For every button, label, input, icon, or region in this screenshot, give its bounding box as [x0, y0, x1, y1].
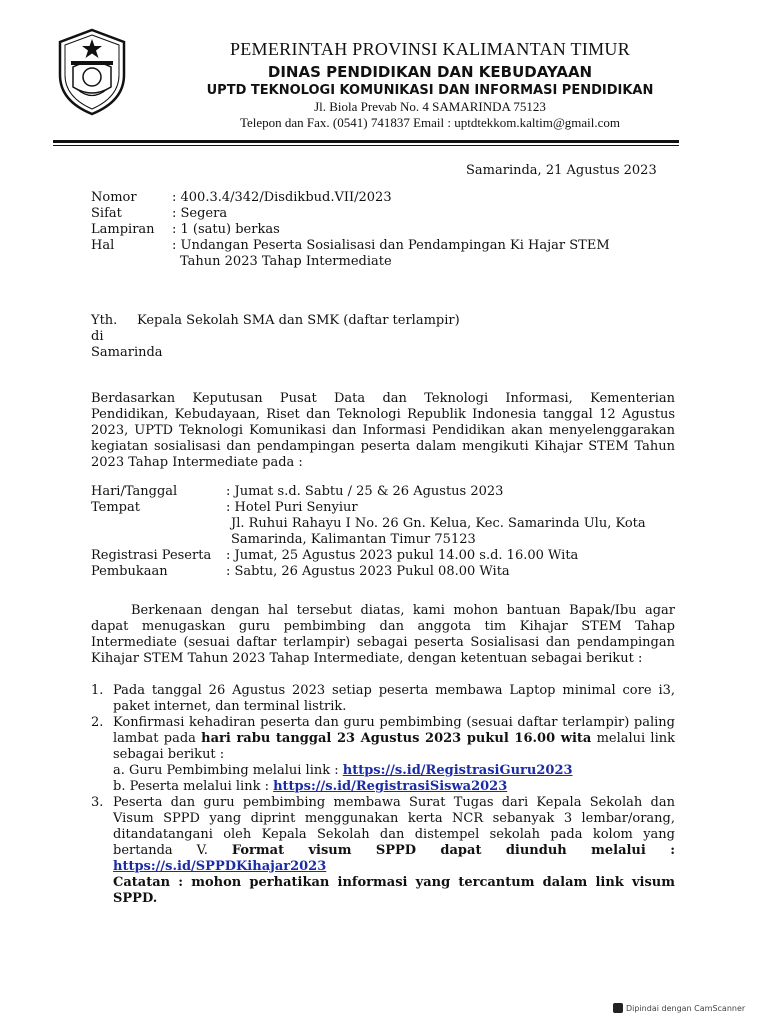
province-emblem-logo — [53, 27, 131, 117]
recipient-di: di — [91, 329, 104, 344]
list-line: Konfirmasi kehadiran peserta dan guru pembimbing (sesuai daftar terlampir) paling — [113, 715, 675, 730]
list-text: lambat pada — [113, 731, 202, 746]
letterhead-unit: UPTD TEKNOLOGI KOMUNIKASI DAN INFORMASI PENDIDIKAN — [206, 83, 654, 98]
detail-label-place: Tempat — [91, 500, 140, 515]
list-line — [113, 875, 675, 907]
recipient-place: Samarinda — [91, 345, 163, 360]
opening-paragraph — [91, 391, 675, 471]
list-line — [113, 731, 675, 747]
sub-item-a-label: a. Guru Pembimbing melalui link : — [113, 763, 343, 778]
paragraph-line: 2023 Tahap Intermediate pada : — [91, 455, 303, 470]
letterhead-government: PEMERINTAH PROVINSI KALIMANTAN TIMUR — [229, 39, 631, 59]
meta-label-nomor: Nomor — [91, 190, 137, 205]
detail-value-date: : Jumat s.d. Sabtu / 25 & 26 Agustus 2023 — [226, 484, 504, 499]
letter-date: Samarinda, 21 Agustus 2023 — [466, 163, 657, 178]
letterhead-divider-thin — [53, 145, 679, 146]
detail-value-address-cont: Samarinda, Kalimantan Timur 75123 — [231, 532, 476, 547]
paragraph-line: Berdasarkan Keputusan Pusat Data dan Teknologi Informasi, Kementerian — [91, 391, 675, 406]
recipient-yth: Yth. — [91, 313, 118, 328]
meta-value-sifat: : Segera — [172, 206, 228, 221]
paragraph-line: 2023, UPTD Teknologi Komunikasi dan Informasi Pendidikan akan menyelenggarakan — [91, 423, 675, 438]
meta-value-hal: : Undangan Peserta Sosialisasi dan Pendampingan Ki Hajar STEM — [172, 238, 610, 253]
list-line — [113, 843, 675, 859]
letterhead-address: Jl. Biola Prevab No. 4 SAMARINDA 75123 — [314, 99, 546, 114]
list-text: bertanda V. — [113, 843, 232, 858]
meta-label-sifat: Sifat — [91, 206, 122, 221]
camscanner-icon — [613, 1003, 623, 1013]
meta-label-hal: Hal — [91, 238, 115, 253]
paragraph-line: dapat menugaskan guru pembimbing dan anggota tim Kihajar STEM Tahap — [91, 619, 675, 634]
list-line: sebagai berikut : — [113, 747, 225, 762]
list-line: Visum SPPD yang diprint menggunakan kerta NCR sebanyak 3 lembar/orang, — [113, 811, 675, 826]
request-paragraph — [91, 603, 675, 667]
list-line: paket internet, dan terminal listrik. — [113, 699, 347, 714]
detail-label-registration: Registrasi Peserta — [91, 548, 212, 563]
detail-value-opening: : Sabtu, 26 Agustus 2023 Pukul 08.00 Wita — [226, 564, 510, 579]
detail-label-date: Hari/Tanggal — [91, 484, 178, 499]
recipient-name: Kepala Sekolah SMA dan SMK (daftar terlampir) — [137, 313, 460, 328]
list-line: ditandatangani oleh Kepala Sekolah dan distempel sekolah pada kolom yang — [113, 827, 675, 842]
sub-item-a — [113, 763, 675, 779]
detail-label-opening: Pembukaan — [91, 564, 168, 579]
paragraph-line: Intermediate (sesuai daftar terlampir) sebagai peserta Sosialisasi dan pendampingan — [91, 635, 675, 650]
registrasi-guru-link[interactable]: https://s.id/RegistrasiGuru2023 — [342, 763, 573, 778]
detail-value-registration: : Jumat, 25 Agustus 2023 pukul 14.00 s.d. 16.00 Wita — [226, 548, 579, 563]
list-number-1: 1. — [91, 683, 104, 698]
paragraph-line: Pendidikan, Kebudayaan, Riset dan Teknologi Republik Indonesia tanggal 12 Agustus — [91, 407, 675, 422]
paragraph-line: kegiatan sosialisasi dan pendampingan peserta dalam mengikuti Kihajar STEM Tahun — [91, 439, 675, 454]
sub-item-b — [113, 779, 675, 795]
deadline-bold: hari rabu tanggal 23 Agustus 2023 pukul 16.00 wita — [201, 731, 592, 746]
paragraph-line: Kihajar STEM Tahun 2023 Tahap Intermediate, dengan ketentuan sebagai berikut : — [91, 651, 643, 666]
detail-value-address: Jl. Ruhui Rahayu I No. 26 Gn. Kelua, Kec. Samarinda Ulu, Kota — [231, 516, 646, 531]
list-line: Peserta dan guru pembimbing membawa Surat Tugas dari Kepala Sekolah dan — [113, 795, 675, 810]
note-bold: Catatan : mohon perhatikan informasi yang tercantum dalam link visum SPPD. — [113, 875, 675, 906]
list-line — [113, 859, 675, 875]
list-item-1 — [113, 683, 675, 715]
list-item-2 — [113, 715, 675, 795]
list-text: melalui link — [591, 731, 675, 746]
letterhead-divider-thick — [53, 140, 679, 143]
meta-value-hal-cont: Tahun 2023 Tahap Intermediate — [180, 254, 392, 269]
meta-value-lampiran: : 1 (satu) berkas — [172, 222, 280, 237]
letterhead-department: DINAS PENDIDIKAN DAN KEBUDAYAAN — [267, 63, 593, 81]
sppd-visum-link[interactable]: https://s.id/SPPDKihajar2023 — [113, 859, 327, 874]
list-line: Pada tanggal 26 Agustus 2023 setiap peserta membawa Laptop minimal core i3, — [113, 683, 675, 698]
camscanner-watermark: Dipindai dengan CamScanner — [626, 1004, 746, 1013]
meta-label-lampiran: Lampiran — [91, 222, 155, 237]
paragraph-line: Berkenaan dengan hal tersebut diatas, kami mohon bantuan Bapak/Ibu agar — [131, 603, 675, 618]
registrasi-siswa-link[interactable]: https://s.id/RegistrasiSiswa2023 — [273, 779, 508, 794]
meta-value-nomor: : 400.3.4/342/Disdikbud.VII/2023 — [172, 190, 392, 205]
letterhead-contact: Telepon dan Fax. (0541) 741837 Email : uptdtekkom.kaltim@gmail.com — [239, 115, 621, 130]
list-number-3: 3. — [91, 795, 104, 810]
list-item-3 — [113, 795, 675, 907]
list-number-2: 2. — [91, 715, 104, 730]
format-visum-bold: Format visum SPPD dapat diunduh melalui : — [231, 843, 675, 858]
detail-value-place: : Hotel Puri Senyiur — [226, 500, 358, 515]
sub-item-b-label: b. Peserta melalui link : — [113, 779, 274, 794]
